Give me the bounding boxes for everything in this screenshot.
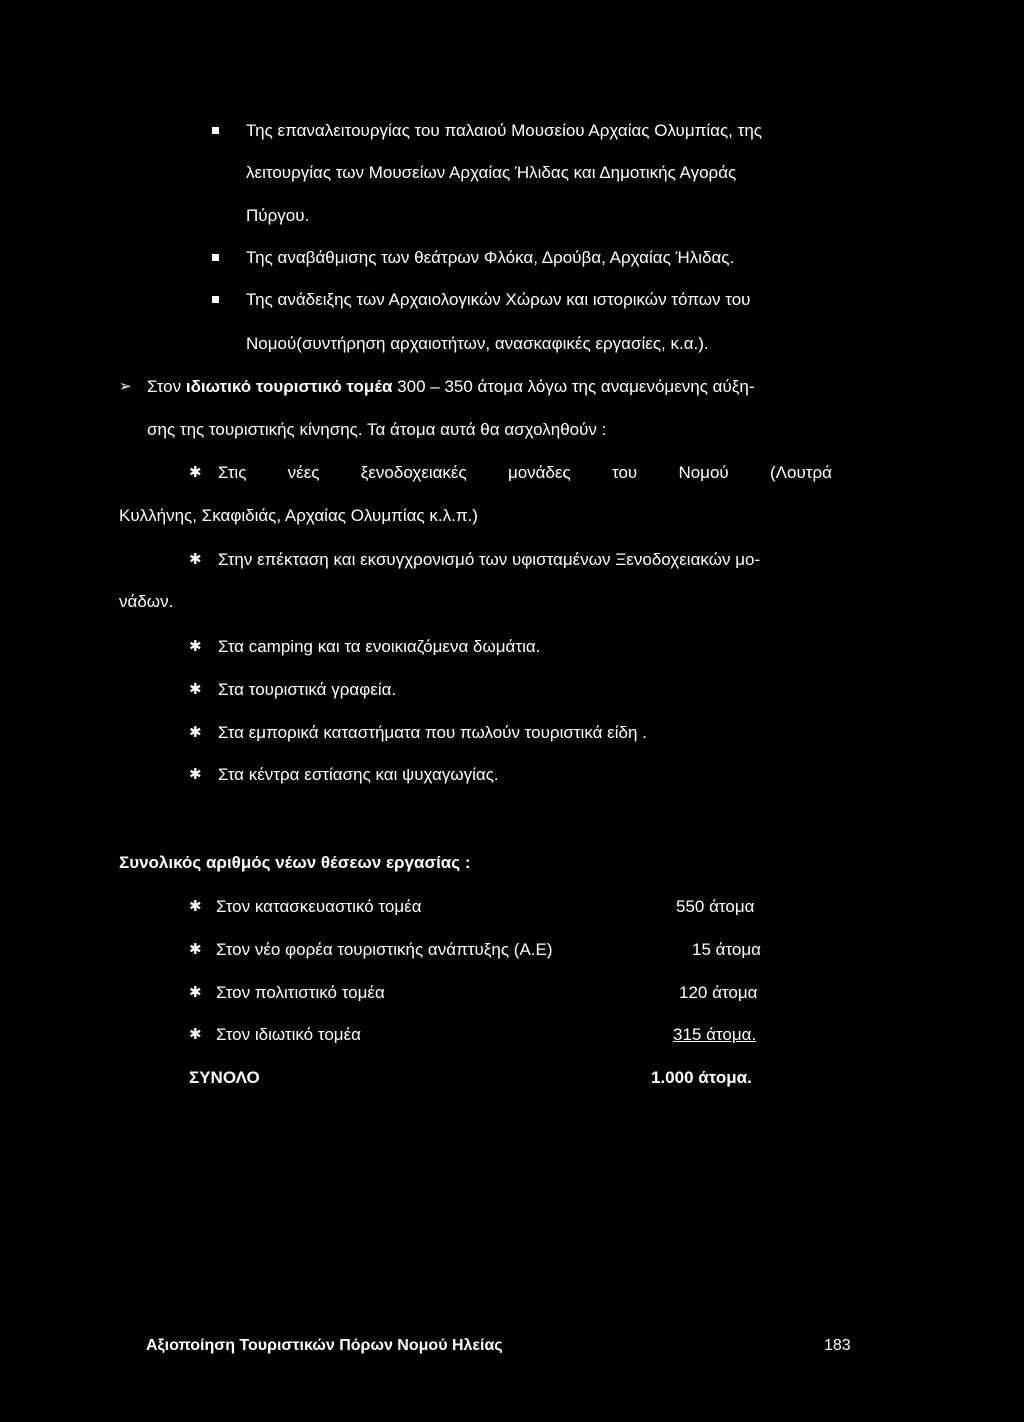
word: Νομού: [678, 463, 729, 482]
total-value: 1.000 άτομα.: [651, 1068, 752, 1087]
list-item: Στα τουριστικά γραφεία.: [218, 680, 397, 699]
intro-prefix: Στον: [147, 377, 186, 396]
summary-row-label: Στον κατασκευαστικό τομέα: [216, 897, 422, 916]
hotel-expansion-cont: νάδων.: [119, 592, 174, 611]
asterisk-bullet-icon: ✱: [189, 464, 202, 481]
word: του: [611, 463, 638, 482]
bullet-line: Της επαναλειτουργίας του παλαιού Μουσείου Αρχαίας Ολυμπίας, της: [246, 121, 762, 140]
asterisk-bullet-icon: ✱: [189, 1026, 202, 1043]
summary-row-value: 550 άτομα: [676, 897, 755, 916]
summary-row-value: 15 άτομα: [692, 940, 762, 959]
asterisk-bullet-icon: ✱: [189, 724, 202, 741]
summary-row-label: Στον ιδιωτικό τομέα: [216, 1025, 361, 1044]
asterisk-bullet-icon: ✱: [189, 898, 202, 915]
square-bullet-icon: [212, 254, 219, 261]
list-item: Στα camping και τα ενοικιαζόμενα δωμάτια.: [218, 637, 541, 656]
word: μονάδες: [507, 463, 571, 482]
summary-row-value: 315 άτομα.: [673, 1025, 757, 1044]
total-label: ΣΥΝΟΛΟ: [189, 1068, 260, 1087]
asterisk-bullet-icon: ✱: [189, 984, 202, 1001]
hotel-units-cont: Κυλλήνης, Σκαφιδιάς, Αρχαίας Ολυμπίας κ.λ.π.): [119, 506, 478, 525]
bullet-line: Της ανάδειξης των Αρχαιολογικών Χώρων και ιστορικών τόπων του: [246, 290, 751, 309]
asterisk-bullet-icon: ✱: [189, 681, 202, 698]
square-bullet-icon: [212, 127, 219, 134]
private-sector-intro: [147, 377, 822, 397]
word: Στις: [218, 463, 247, 482]
asterisk-bullet-icon: ✱: [189, 766, 202, 783]
asterisk-bullet-icon: ✱: [189, 941, 202, 958]
square-bullet-icon: [212, 296, 219, 303]
word: νέες: [287, 463, 320, 482]
intro-bold: ιδιωτικό τουριστικό τομέα: [185, 377, 393, 396]
bullet-line: λειτουργίας των Μουσείων Αρχαίας Ήλιδας και Δημοτικής Αγοράς: [246, 163, 737, 182]
private-sector-intro-cont: σης της τουριστικής κίνησης. Τα άτομα αυτά θα ασχοληθούν :: [147, 420, 607, 439]
asterisk-bullet-icon: ✱: [189, 638, 202, 655]
list-item: Στα εμπορικά καταστήματα που πωλούν τουριστικά είδη .: [218, 723, 647, 742]
summary-row-label: Στον νέο φορέα τουριστικής ανάπτυξης (Α.Ε): [216, 940, 553, 959]
summary-title: Συνολικός αριθμός νέων θέσεων εργασίας :: [119, 853, 471, 872]
bullet-line: Της αναβάθμισης των θεάτρων Φλόκα, Δρούβα, Αρχαίας Ήλιδας.: [246, 248, 735, 267]
list-item: Στα κέντρα εστίασης και ψυχαγωγίας.: [218, 765, 499, 784]
hotel-units-line: [218, 463, 832, 483]
word: (Λουτρά: [769, 463, 832, 482]
summary-row-label: Στον πολιτιστικό τομέα: [216, 983, 385, 1002]
bullet-line: Νομού(συντήρηση αρχαιοτήτων, ανασκαφικές εργασίες, κ.α.).: [246, 334, 709, 353]
summary-row-value: 120 άτομα: [679, 983, 758, 1002]
word: ξενοδοχειακές: [360, 463, 467, 482]
arrow-bullet-icon: ➢: [119, 378, 132, 395]
asterisk-bullet-icon: ✱: [189, 551, 202, 568]
hotel-expansion-line: Στην επέκταση και εκσυγχρονισμό των υφισταμένων Ξενοδοχειακών μο-: [218, 550, 761, 569]
page-number: 183: [824, 1337, 851, 1354]
bullet-line: Πύργου.: [246, 206, 310, 225]
footer-title: Αξιοποίηση Τουριστικών Πόρων Νομού Ηλείας: [146, 1337, 503, 1354]
intro-rest: 300 – 350 άτομα λόγω της αναμενόμενης αύξη-: [392, 377, 755, 396]
